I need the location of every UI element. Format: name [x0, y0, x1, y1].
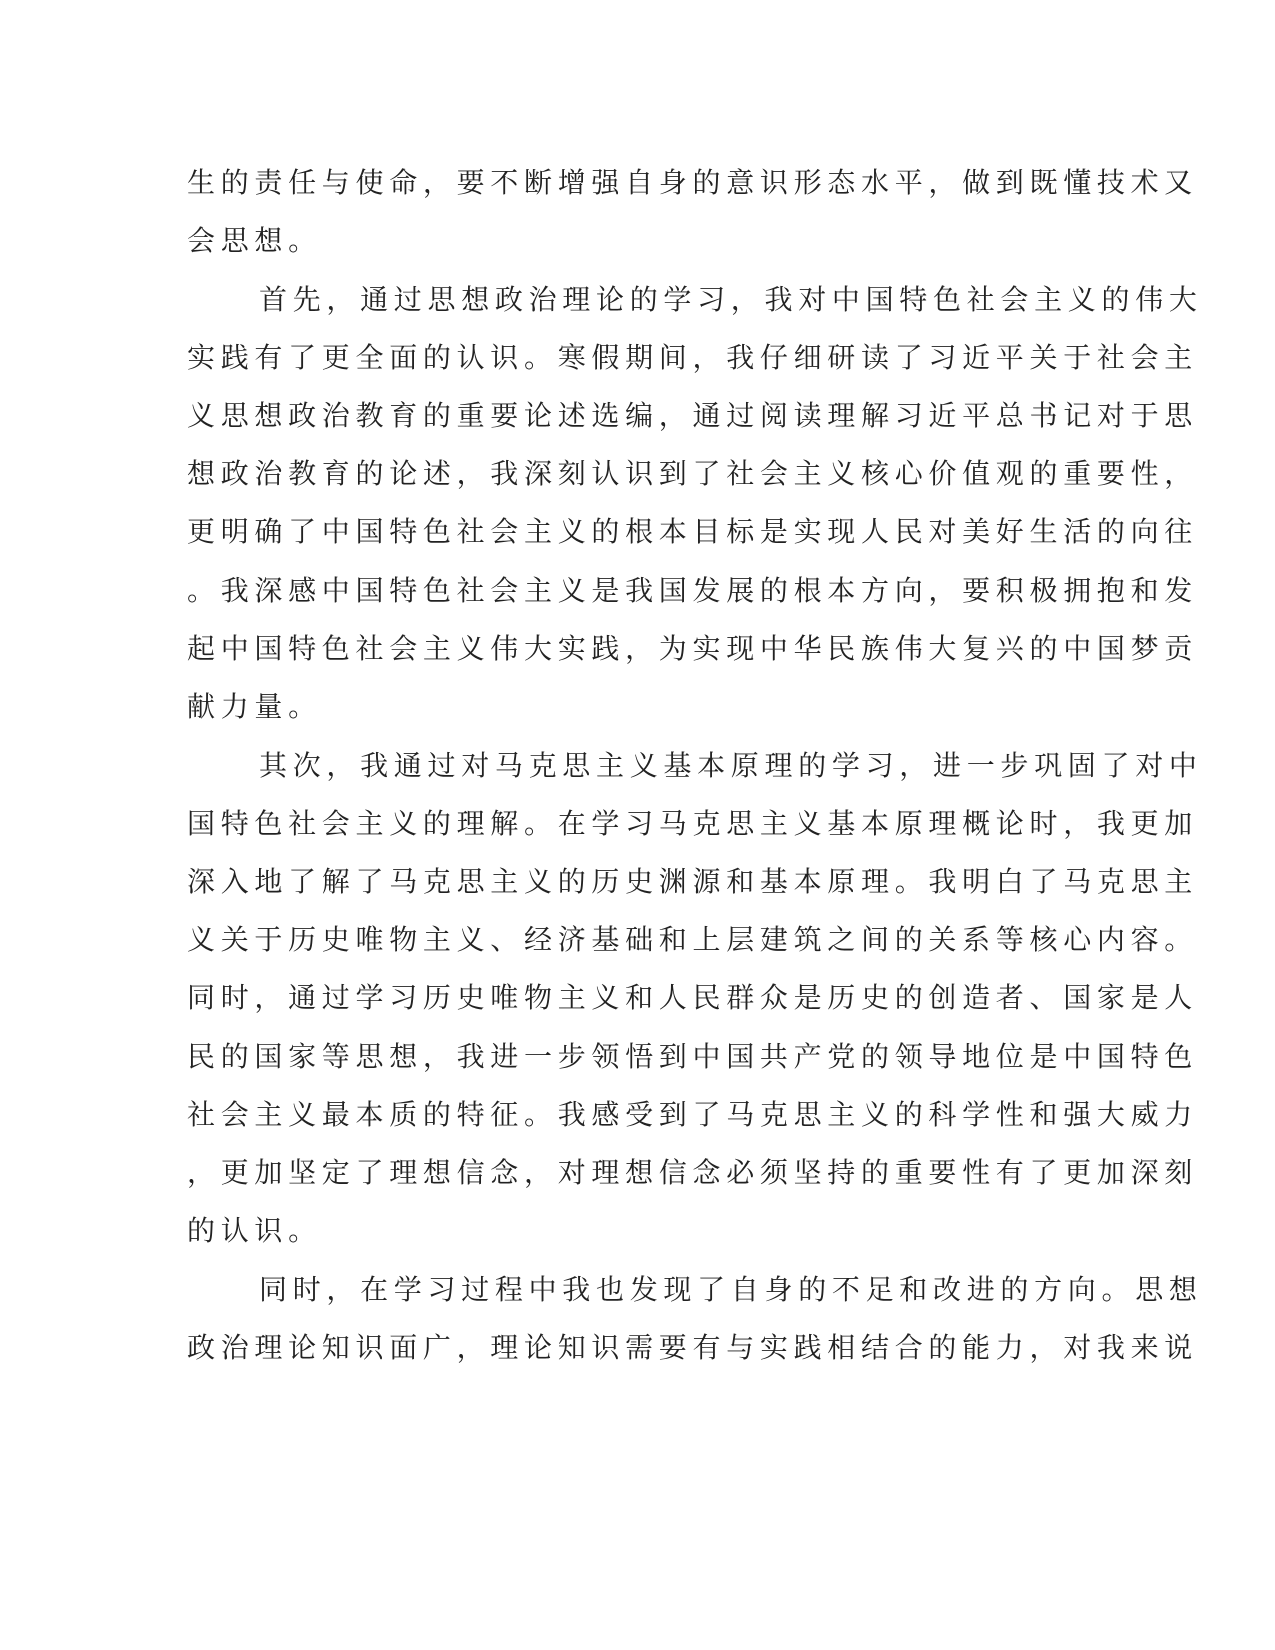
- text-line: 同时，通过学习历史唯物主义和人民群众是历史的创造者、国家是人: [187, 981, 1199, 1014]
- text-line: 生的责任与使命，要不断增强自身的意识形态水平，做到既懂技术又: [187, 166, 1199, 199]
- text-line: 更明确了中国特色社会主义的根本目标是实现人民对美好生活的向往: [187, 515, 1199, 548]
- text-line: 献力量。: [187, 690, 322, 723]
- text-line: 国特色社会主义的理解。在学习马克思主义基本原理概论时，我更加: [187, 807, 1199, 840]
- text-line: 想政治教育的论述，我深刻认识到了社会主义核心价值观的重要性，: [187, 457, 1199, 490]
- text-line: 社会主义最本质的特征。我感受到了马克思主义的科学性和强大威力: [187, 1098, 1199, 1131]
- paragraph-first-line: 同时，在学习过程中我也发现了自身的不足和改进的方向。思想: [259, 1273, 1203, 1306]
- text-line: 政治理论知识面广，理论知识需要有与实践相结合的能力，对我来说: [187, 1331, 1199, 1364]
- text-line: 民的国家等思想，我进一步领悟到中国共产党的领导地位是中国特色: [187, 1040, 1199, 1073]
- text-line: 义关于历史唯物主义、经济基础和上层建筑之间的关系等核心内容。: [187, 923, 1199, 956]
- text-line: 义思想政治教育的重要论述选编，通过阅读理解习近平总书记对于思: [187, 399, 1199, 432]
- text-line: ，更加坚定了理想信念，对理想信念必须坚持的重要性有了更加深刻: [187, 1156, 1199, 1189]
- paragraph-first-line: 首先，通过思想政治理论的学习，我对中国特色社会主义的伟大: [259, 283, 1203, 316]
- text-line: 。我深感中国特色社会主义是我国发展的根本方向，要积极拥抱和发: [187, 574, 1199, 607]
- text-line: 实践有了更全面的认识。寒假期间，我仔细研读了习近平关于社会主: [187, 341, 1199, 374]
- text-line: 起中国特色社会主义伟大实践，为实现中华民族伟大复兴的中国梦贡: [187, 632, 1199, 665]
- paragraph-first-line: 其次，我通过对马克思主义基本原理的学习，进一步巩固了对中: [259, 749, 1203, 782]
- text-line: 会思想。: [187, 224, 322, 257]
- text-line: 的认识。: [187, 1214, 322, 1247]
- text-line: 深入地了解了马克思主义的历史渊源和基本原理。我明白了马克思主: [187, 865, 1199, 898]
